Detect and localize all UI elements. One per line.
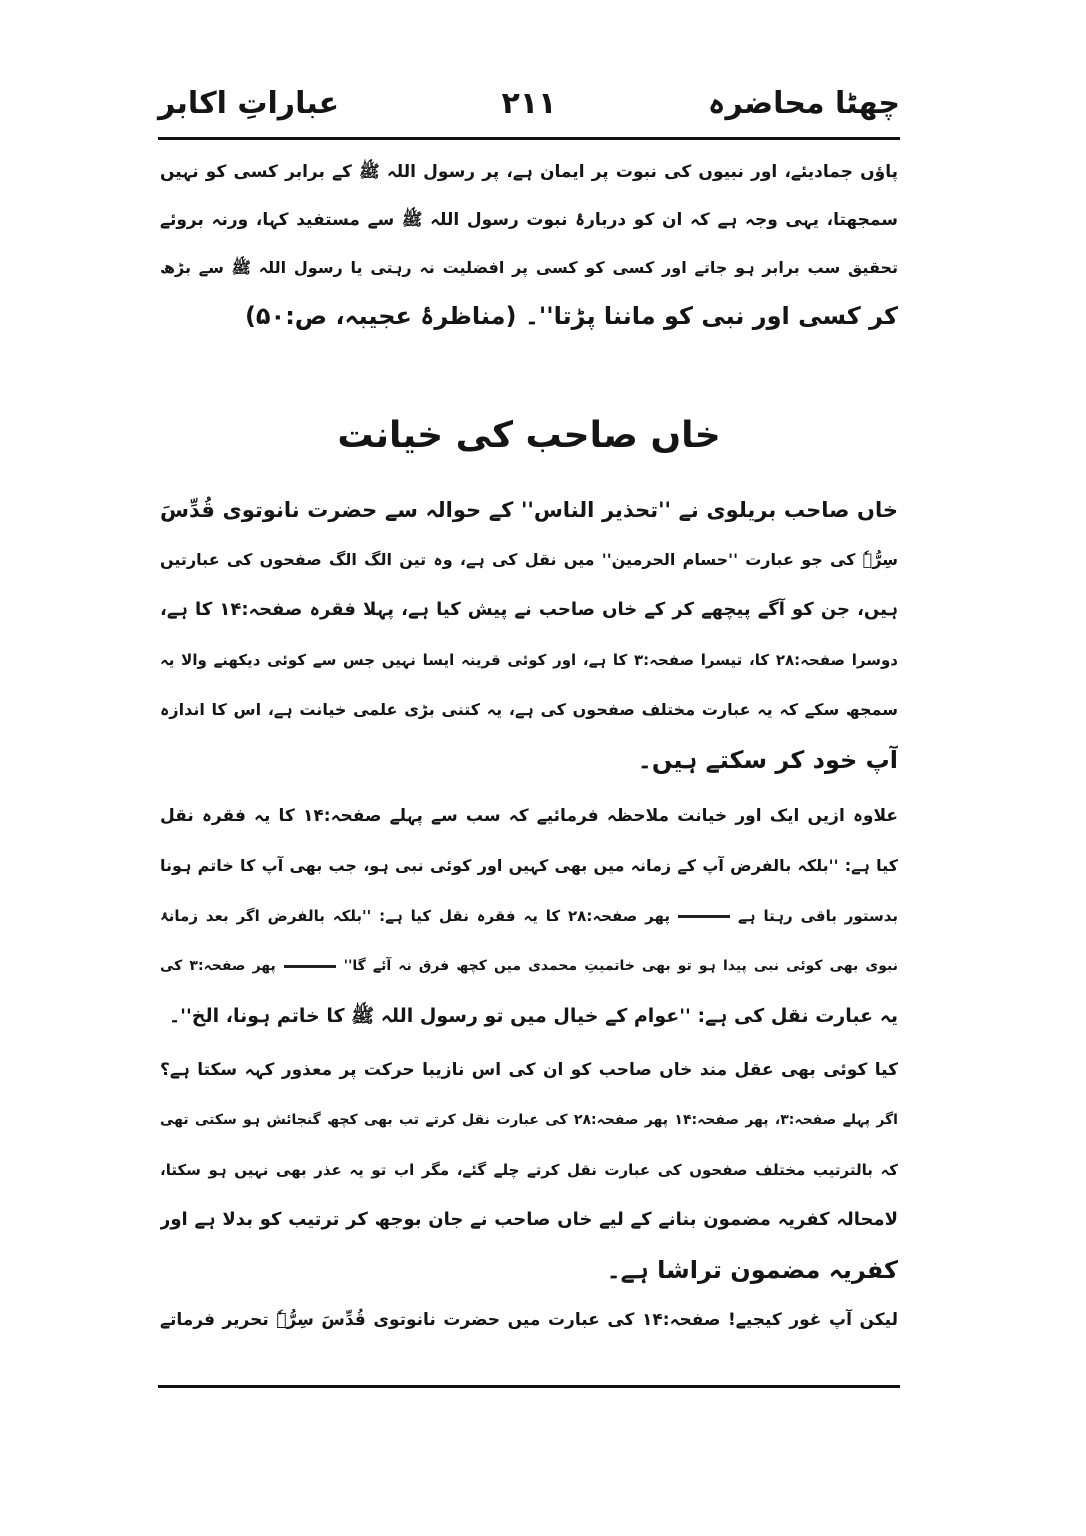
text-line: پاؤں جمادیئے، اور نبیوں کی نبوت پر ایمان ہے، پر رسول اللہ ﷺ کے برابر کسی کو نہیں: [160, 162, 898, 182]
header-rule: [158, 137, 900, 140]
text-segment: پھر صفحہ:۳ کی: [160, 958, 276, 974]
text-line: [160, 946, 898, 992]
page-number: ۲۱۱: [501, 86, 557, 121]
page-header: [158, 76, 900, 138]
text-line: سمجھ سکے کہ یہ عبارت مختلف صفحوں کی ہے، یہ کتنی بڑی علمی خیانت ہے، اس کا اندازہ: [160, 700, 898, 719]
text-line: اگر پہلے صفحہ:۳، پھر صفحہ:۱۴ پھر صفحہ:۲۸ کی عبارت نقل کرتے تب بھی کچھ گنجائش ہو سکتی تھی: [160, 1112, 898, 1128]
text-line: لامحالہ کفریہ مضمون بنانے کے لیے خاں صاحب نے جان بوجھ کر ترتیب کو بدلا ہے اور: [160, 1209, 898, 1230]
chapter-title: چھٹا محاضرہ: [707, 86, 900, 121]
text-line: تحقیق سب برابر ہو جاتے اور کسی کو کسی پر افضلیت نہ رہتی یا رسول اللہ ﷺ سے بڑھ: [160, 258, 898, 277]
footer-rule: [158, 1385, 900, 1388]
text-line: سمجھتا، یہی وجہ ہے کہ ان کو دربارۂ نبوت رسول اللہ ﷺ سے مستفید کہا، ورنہ بروئے: [160, 210, 898, 230]
text-segment: نبوی بھی کوئی نبی پیدا ہو تو بھی خاتمیتِ محمدی میں کچھ فرق نہ آئے گا'': [343, 958, 898, 974]
text-line: کیا ہے: ''بلکہ بالفرض آپ کے زمانہ میں بھی کہیں اور کوئی نبی ہو، جب بھی آپ کا خاتم ہونا: [160, 856, 898, 875]
text-line: [160, 896, 898, 942]
em-dash: [678, 915, 730, 918]
text-line: آپ خود کر سکتے ہیں۔: [637, 746, 898, 774]
text-line: لیکن آپ غور کیجیے! صفحہ:۱۴ کی عبارت میں حضرت نانوتوی قُدِّسَ سِرُّہٗ تحریر فرماتے: [160, 1310, 898, 1330]
em-dash: [284, 965, 336, 968]
text-line: کفریہ مضمون تراشا ہے۔: [606, 1256, 898, 1284]
text-line: علاوہ ازیں ایک اور خیانت ملاحظہ فرمائیے کہ سب سے پہلے صفحہ:۱۴ کا یہ فقرہ نقل: [160, 806, 898, 826]
book-title: عباراتِ اکابر: [158, 86, 340, 121]
section-heading: خاں صاحب کی خیانت: [337, 415, 721, 456]
text-line: دوسرا صفحہ:۲۸ کا، تیسرا صفحہ:۳ کا ہے، اور کوئی قرینہ ایسا نہیں جس سے کوئی دیکھنے والا یہ: [160, 651, 898, 669]
text-line: کیا کوئی بھی عقل مند خاں صاحب کو ان کی اس نازیبا حرکت پر معذور کہہ سکتا ہے؟: [160, 1060, 898, 1080]
text-line: کہ بالترتیب مختلف صفحوں کی عبارت نقل کرتے چلے گئے، مگر اب تو یہ عذر بھی نہیں ہو سکتا،: [160, 1161, 898, 1179]
text-line: ہیں، جن کو آگے پیچھے کر کے خاں صاحب نے پیش کیا ہے، پہلا فقرہ صفحہ:۱۴ کا ہے،: [160, 599, 898, 620]
text-line: خاں صاحب بریلوی نے ''تحذیر الناس'' کے حوالہ سے حضرت نانوتوی قُدِّسَ: [160, 498, 898, 522]
text-line: کر کسی اور نبی کو ماننا پڑتا''۔ (مناظرۂ عجیبہ، ص:۵۰): [244, 302, 898, 330]
text-line: یہ عبارت نقل کی ہے: ''عوام کے خیال میں تو رسول اللہ ﷺ کا خاتم ہونا، الخ''۔: [169, 1005, 898, 1027]
text-segment: پھر صفحہ:۲۸ کا یہ فقرہ نقل کیا ہے: ''بلکہ بالفرض اگر بعد زمانۂ: [160, 907, 671, 925]
text-line: سِرُّہٗ کی جو عبارت ''حسام الحرمین'' میں نقل کی ہے، وہ تین الگ الگ صفحوں کی عبارتیں: [160, 550, 898, 569]
text-segment: بدستور باقی رہتا ہے: [738, 907, 898, 925]
